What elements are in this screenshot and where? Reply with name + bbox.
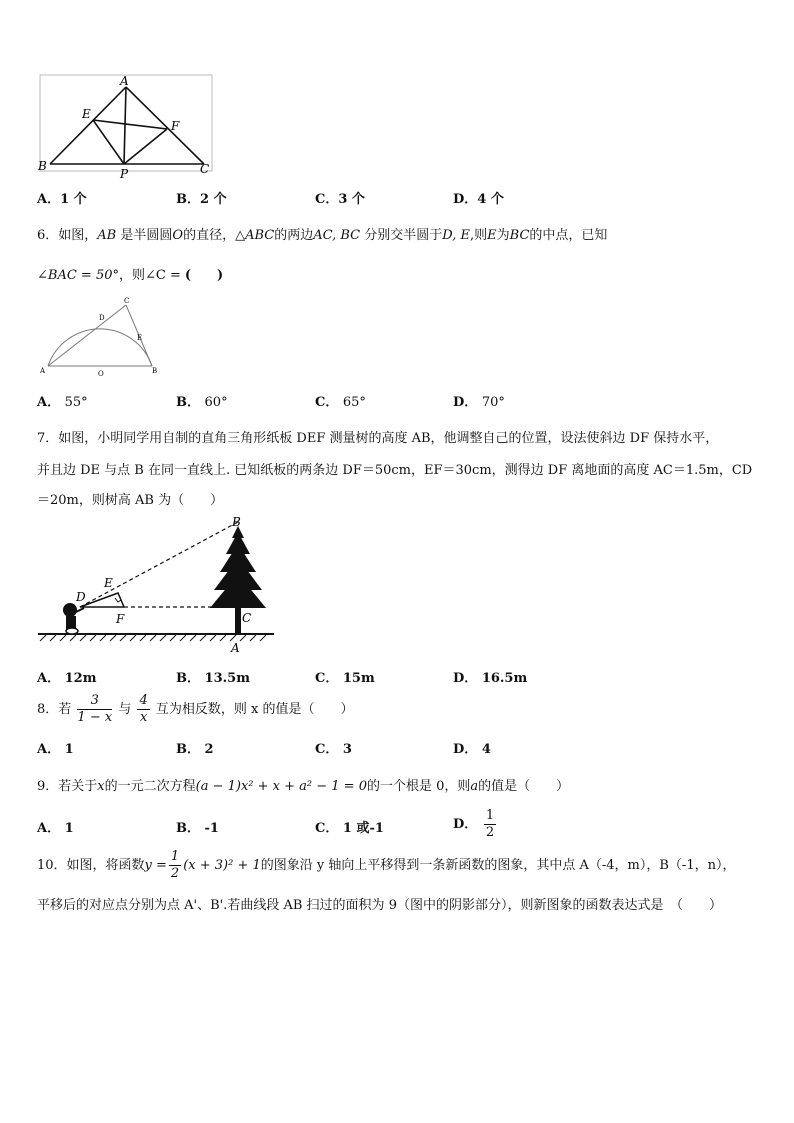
q7-label-b: B — [232, 515, 241, 529]
q5-option-a-text: 1 个 — [60, 192, 87, 207]
q10-suffix: 的图象沿 y 轴向上平移得到一条新函数的图象，其中点 A（-4，m），B（-1，n）， — [260, 858, 736, 873]
q9-option-d-den: 2 — [485, 825, 495, 840]
q5-line-ap — [124, 87, 126, 164]
q5-option-b-text: 2 个 — [200, 192, 227, 207]
q5-option-d-text: 4 个 — [477, 192, 504, 207]
q9-option-b-letter: B． — [176, 821, 200, 836]
q5-option-d — [453, 188, 504, 207]
q7-label-f: F — [116, 612, 125, 626]
q8-option-c-letter: C． — [315, 742, 339, 757]
q9-option-a — [37, 817, 74, 836]
q9-option-a-letter: A． — [37, 821, 61, 836]
q5-label-a: A — [120, 74, 129, 88]
q6-option-c-text: 65° — [342, 395, 366, 410]
q8-option-a-text: 1 — [64, 742, 74, 757]
q6-label-c: C — [124, 297, 130, 305]
q7-stem-line1: 7．如图，小明同学用自制的直角三角形纸板 DEF 测量树的高度 AB，他调整自己的位置，设法使斜边 DF 保持水平， — [37, 431, 719, 446]
q8-fraction-1 — [77, 693, 112, 726]
q6-text-d: 的两边 — [274, 228, 314, 243]
q7-sight-line-db — [80, 522, 238, 607]
q6-option-b — [176, 391, 228, 410]
q8-prefix: 8．若 — [37, 702, 72, 717]
q7-option-c-text: 15m — [342, 671, 375, 686]
q5-label-e: E — [82, 107, 91, 121]
q6-condition: ∠BAC = 50° — [37, 268, 119, 283]
q6-stem-line2 — [37, 264, 223, 283]
q7-option-a-letter: A． — [37, 671, 61, 686]
q9-option-c — [315, 817, 384, 836]
q6-text-h: 的中点，已知 — [529, 228, 608, 243]
q6-text-e: 分别交半圆于 — [364, 228, 443, 243]
q9-option-d-fraction — [484, 808, 496, 841]
q7-option-c-letter: C． — [315, 671, 339, 686]
q5-option-a — [37, 188, 87, 207]
q9-option-c-text: 1 或-1 — [342, 821, 384, 836]
q6-option-a-letter: A． — [37, 395, 61, 410]
q10-expression: (x + 3)² + 1 — [183, 858, 261, 873]
q9-prefix: 9．若关于 — [37, 779, 98, 794]
q6-option-a-text: 55° — [64, 395, 88, 410]
q7-stem-line3: ＝20m，则树高 AB 为（ ） — [37, 493, 224, 508]
q6-option-a — [37, 391, 88, 410]
q7-option-a-text: 12m — [64, 671, 97, 686]
q5-option-d-letter: D． — [453, 192, 478, 207]
q9-stem — [37, 775, 569, 794]
q9-option-d — [453, 803, 498, 847]
q9-option-d-num: 1 — [485, 808, 495, 823]
q8-option-d — [453, 738, 491, 757]
q5-option-b — [176, 188, 227, 207]
q7-triangle-def — [80, 593, 124, 607]
q5-line-ef — [93, 120, 167, 129]
q8-fraction-2-num: 4 — [139, 693, 148, 708]
q6-option-d-letter: D． — [453, 395, 478, 410]
q5-line-fp — [124, 129, 167, 164]
q9-option-d-letter: D． — [453, 817, 478, 832]
q9-equation: (a − 1)x² + x + a² − 1 = 0 — [195, 779, 367, 794]
q10-fraction — [169, 849, 181, 882]
q7-option-d — [453, 667, 527, 686]
q7-label-d: D — [76, 590, 86, 604]
q6-number: 6． — [37, 228, 59, 243]
q5-label-f: F — [171, 119, 180, 133]
q7-figure — [36, 512, 276, 654]
q8-option-d-text: 4 — [481, 742, 491, 757]
q8-fraction-1-num: 3 — [77, 693, 112, 710]
q6-text-g: 为 — [496, 228, 510, 243]
q6-option-c — [315, 391, 366, 410]
q6-option-d — [453, 391, 505, 410]
q6-label-d: D — [99, 314, 105, 322]
q8-suffix: 互为相反数，则 x 的值是（ ） — [155, 702, 354, 717]
q9-option-b — [176, 817, 219, 836]
q9-option-c-letter: C． — [315, 821, 339, 836]
q8-option-c — [315, 738, 352, 757]
q7-option-b-letter: B． — [176, 671, 200, 686]
q6-e: E — [487, 228, 497, 243]
q6-text-f: ,则 — [470, 228, 488, 243]
q7-option-b-text: 13.5m — [204, 671, 250, 686]
q8-fraction-2-den: x — [139, 710, 148, 725]
q10-fraction-num: 1 — [170, 849, 180, 864]
q6-o: O — [172, 228, 184, 243]
q8-fraction-1-den: 1 − x — [77, 710, 113, 725]
q10-prefix: 10．如图，将函数 — [37, 858, 145, 873]
q6-question-text: ，则∠C = — [118, 268, 181, 283]
q6-option-c-letter: C． — [315, 395, 339, 410]
q9-suffix: 的值是（ ） — [478, 779, 570, 794]
q7-tree — [210, 526, 266, 634]
q7-label-a: A — [231, 641, 240, 654]
q6-label-e: E — [137, 334, 143, 342]
q8-fraction-2 — [137, 693, 149, 726]
q6-de: D, E — [442, 228, 471, 243]
q6-label-b: B — [152, 367, 158, 375]
q6-side-ac — [48, 305, 126, 366]
q5-option-b-letter: B． — [176, 192, 200, 207]
q7-stem-line2: 并且边 DE 与点 B 在同一直线上. 已知纸板的两条边 DF＝50cm，EF＝30cm，测得边 DF 离地面的高度 AC＝1.5m，CD — [37, 463, 753, 478]
q6-text-a: 如图， — [58, 228, 98, 243]
q8-mid: 与 — [118, 702, 132, 717]
q7-option-a — [37, 667, 96, 686]
q6-option-b-text: 60° — [204, 395, 228, 410]
q8-stem — [37, 692, 354, 728]
q9-option-b-text: -1 — [204, 821, 219, 836]
q8-option-a — [37, 738, 74, 757]
q7-option-d-text: 16.5m — [481, 671, 528, 686]
q6-answer-paren: ( ) — [184, 268, 224, 283]
q5-figure — [36, 74, 216, 180]
q6-label-a: A — [40, 367, 46, 375]
q10-y: y = — [144, 858, 167, 873]
q8-option-a-letter: A． — [37, 742, 61, 757]
q5-option-c — [315, 188, 365, 207]
q9-a: a — [470, 779, 479, 794]
q9-mid: 的一元二次方程 — [104, 779, 196, 794]
q5-side-ab — [50, 87, 126, 164]
q10-stem-line1 — [37, 846, 735, 886]
q10-stem-line2: 平移后的对应点分别为点 A'、B'.若曲线段 AB 扫过的面积为 9（图中的阴影部分），则新图象的函数表达式是 （ ） — [37, 898, 722, 913]
q7-label-e: E — [104, 576, 113, 590]
q5-label-c: C — [200, 162, 210, 176]
q8-option-b — [176, 738, 214, 757]
q6-option-d-text: 70° — [481, 395, 505, 410]
q5-label-p: P — [120, 167, 129, 180]
q6-text-c: 的直径， — [183, 228, 236, 243]
q6-bc: BC — [509, 228, 530, 243]
q6-stem-line1 — [37, 224, 607, 243]
q10-fraction-den: 2 — [170, 866, 180, 881]
q6-figure — [36, 296, 166, 378]
q8-option-d-letter: D． — [453, 742, 478, 757]
q8-option-b-letter: B． — [176, 742, 200, 757]
q9-mid2: 的一个根是 0，则 — [366, 779, 471, 794]
q6-ab: AB — [97, 228, 117, 243]
q7-option-c — [315, 667, 375, 686]
q7-option-d-letter: D． — [453, 671, 478, 686]
q5-line-ep — [93, 120, 124, 164]
q6-text-b: 是半圆圆 — [120, 228, 173, 243]
q5-option-c-letter: C． — [315, 192, 339, 207]
q5-option-a-letter: A． — [37, 192, 61, 207]
q9-option-a-text: 1 — [64, 821, 74, 836]
q8-option-c-text: 3 — [342, 742, 352, 757]
q9-x: x — [97, 779, 105, 794]
q5-option-c-text: 3 个 — [338, 192, 365, 207]
q5-label-b: B — [38, 159, 47, 173]
q6-triangle: △ABC — [235, 228, 275, 243]
q6-option-b-letter: B． — [176, 395, 200, 410]
q8-option-b-text: 2 — [204, 742, 214, 757]
q6-label-o: O — [98, 370, 104, 378]
q6-acbc: AC, BC — [313, 228, 361, 243]
q7-option-b — [176, 667, 250, 686]
q7-label-c: C — [242, 611, 252, 625]
